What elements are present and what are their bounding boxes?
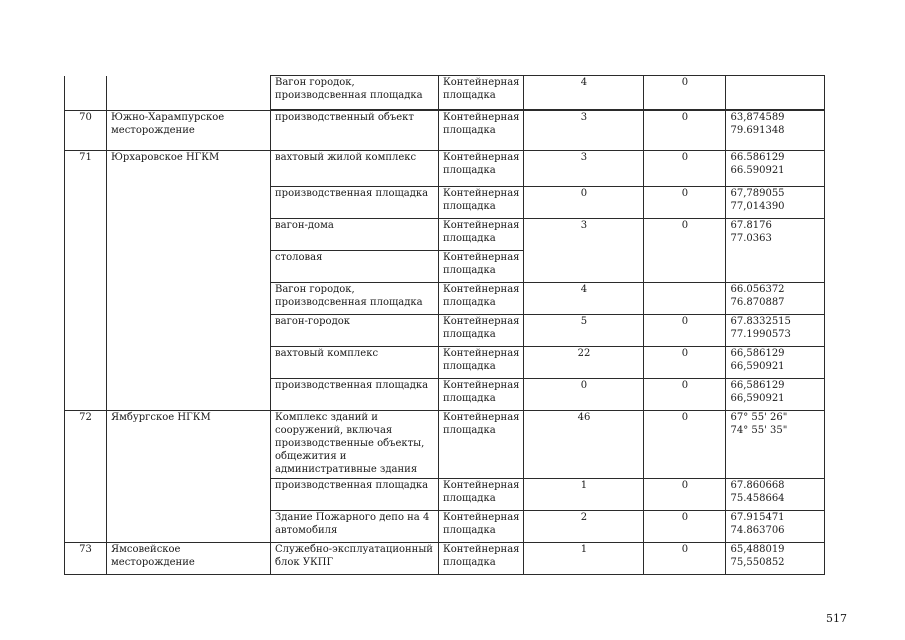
object-cell: вагон-городок [271,315,439,347]
type-cell: Контейнерная площадка [439,511,524,543]
row-number-cell [65,76,107,111]
zero-cell: 0 [644,347,726,379]
count-cell: 22 [524,347,644,379]
type-cell: Контейнерная площадка [439,111,524,151]
count-cell: 0 [524,379,644,411]
count-cell: 1 [524,543,644,575]
table-row [65,411,825,479]
zero-cell: 0 [644,511,726,543]
object-cell: вахтовый комплекс [271,347,439,379]
type-cell: Контейнерная площадка [439,187,524,219]
table-row [65,151,825,187]
coords-cell [726,76,825,110]
zero-cell: 0 [644,187,726,219]
count-cell: 3 [524,151,644,187]
type-cell: Контейнерная площадка [439,219,524,251]
waste-sites-table [64,75,825,575]
count-cell: 1 [524,479,644,511]
type-cell: Контейнерная площадка [439,251,524,283]
type-cell: Контейнерная площадка [439,151,524,187]
type-cell: Контейнерная площадка [439,543,524,575]
zero-cell: 0 [644,479,726,511]
field-cell: Юрхаровское НГКМ [107,151,271,411]
coords-cell: 67.915471 74.863706 [726,511,825,543]
field-cell: Ямбургское НГКМ [107,411,271,543]
table-row [65,76,825,110]
count-cell: 3 [524,219,644,283]
coords-cell: 66,586129 66,590921 [726,347,825,379]
zero-cell: 0 [644,76,726,110]
coords-cell: 67.8176 77.0363 [726,219,825,283]
count-cell: 46 [524,411,644,479]
table-row [65,543,825,575]
table-row [65,111,825,151]
object-cell: вахтовый жилой комплекс [271,151,439,187]
type-cell: Контейнерная площадка [439,283,524,315]
object-cell: Вагон городок, производсвенная площадка [271,76,439,110]
row-number-cell: 71 [65,151,107,411]
type-cell: Контейнерная площадка [439,347,524,379]
field-cell [107,76,271,111]
count-cell: 4 [524,76,644,110]
coords-cell: 66,586129 66,590921 [726,379,825,411]
coords-cell: 63,874589 79.691348 [726,111,825,151]
zero-cell: 0 [644,111,726,151]
object-cell: производственная площадка [271,479,439,511]
coords-cell: 67.8332515 77.1990573 [726,315,825,347]
coords-cell: 67° 55' 26" 74° 55' 35" [726,411,825,479]
object-cell: производственная площадка [271,379,439,411]
zero-cell: 0 [644,315,726,347]
coords-cell: 67.860668 75.458664 [726,479,825,511]
count-cell: 3 [524,111,644,151]
type-cell: Контейнерная площадка [439,479,524,511]
type-cell: Контейнерная площадка [439,315,524,347]
count-cell: 0 [524,187,644,219]
object-cell: Здание Пожарного депо на 4 автомобиля [271,511,439,543]
zero-cell: 0 [644,411,726,479]
count-cell: 5 [524,315,644,347]
row-number-cell: 70 [65,111,107,151]
object-cell: вагон-дома [271,219,439,251]
object-cell: столовая [271,251,439,283]
object-cell: Вагон городок, производсвенная площадка [271,283,439,315]
coords-cell: 67,789055 77,014390 [726,187,825,219]
coords-cell: 66.586129 66.590921 [726,151,825,187]
field-cell: Южно-Харампурское месторождение [107,111,271,151]
object-cell: производственный объект [271,111,439,151]
type-cell: Контейнерная площадка [439,76,524,110]
object-cell: Комплекс зданий и сооружений, включая производственные объекты, общежития и административные здания [271,411,439,479]
row-number-cell: 73 [65,543,107,575]
zero-cell [644,283,726,315]
zero-cell: 0 [644,379,726,411]
field-cell: Ямсовейское месторождение [107,543,271,575]
coords-cell: 66.056372 76.870887 [726,283,825,315]
object-cell: Служебно-эксплуатационный блок УКПГ [271,543,439,575]
coords-cell: 65,488019 75,550852 [726,543,825,575]
object-cell: производственная площадка [271,187,439,219]
row-number-cell: 72 [65,411,107,543]
count-cell: 4 [524,283,644,315]
type-cell: Контейнерная площадка [439,379,524,411]
type-cell: Контейнерная площадка [439,411,524,479]
page-number: 517 [826,612,847,625]
count-cell: 2 [524,511,644,543]
zero-cell: 0 [644,543,726,575]
zero-cell: 0 [644,151,726,187]
zero-cell: 0 [644,219,726,283]
